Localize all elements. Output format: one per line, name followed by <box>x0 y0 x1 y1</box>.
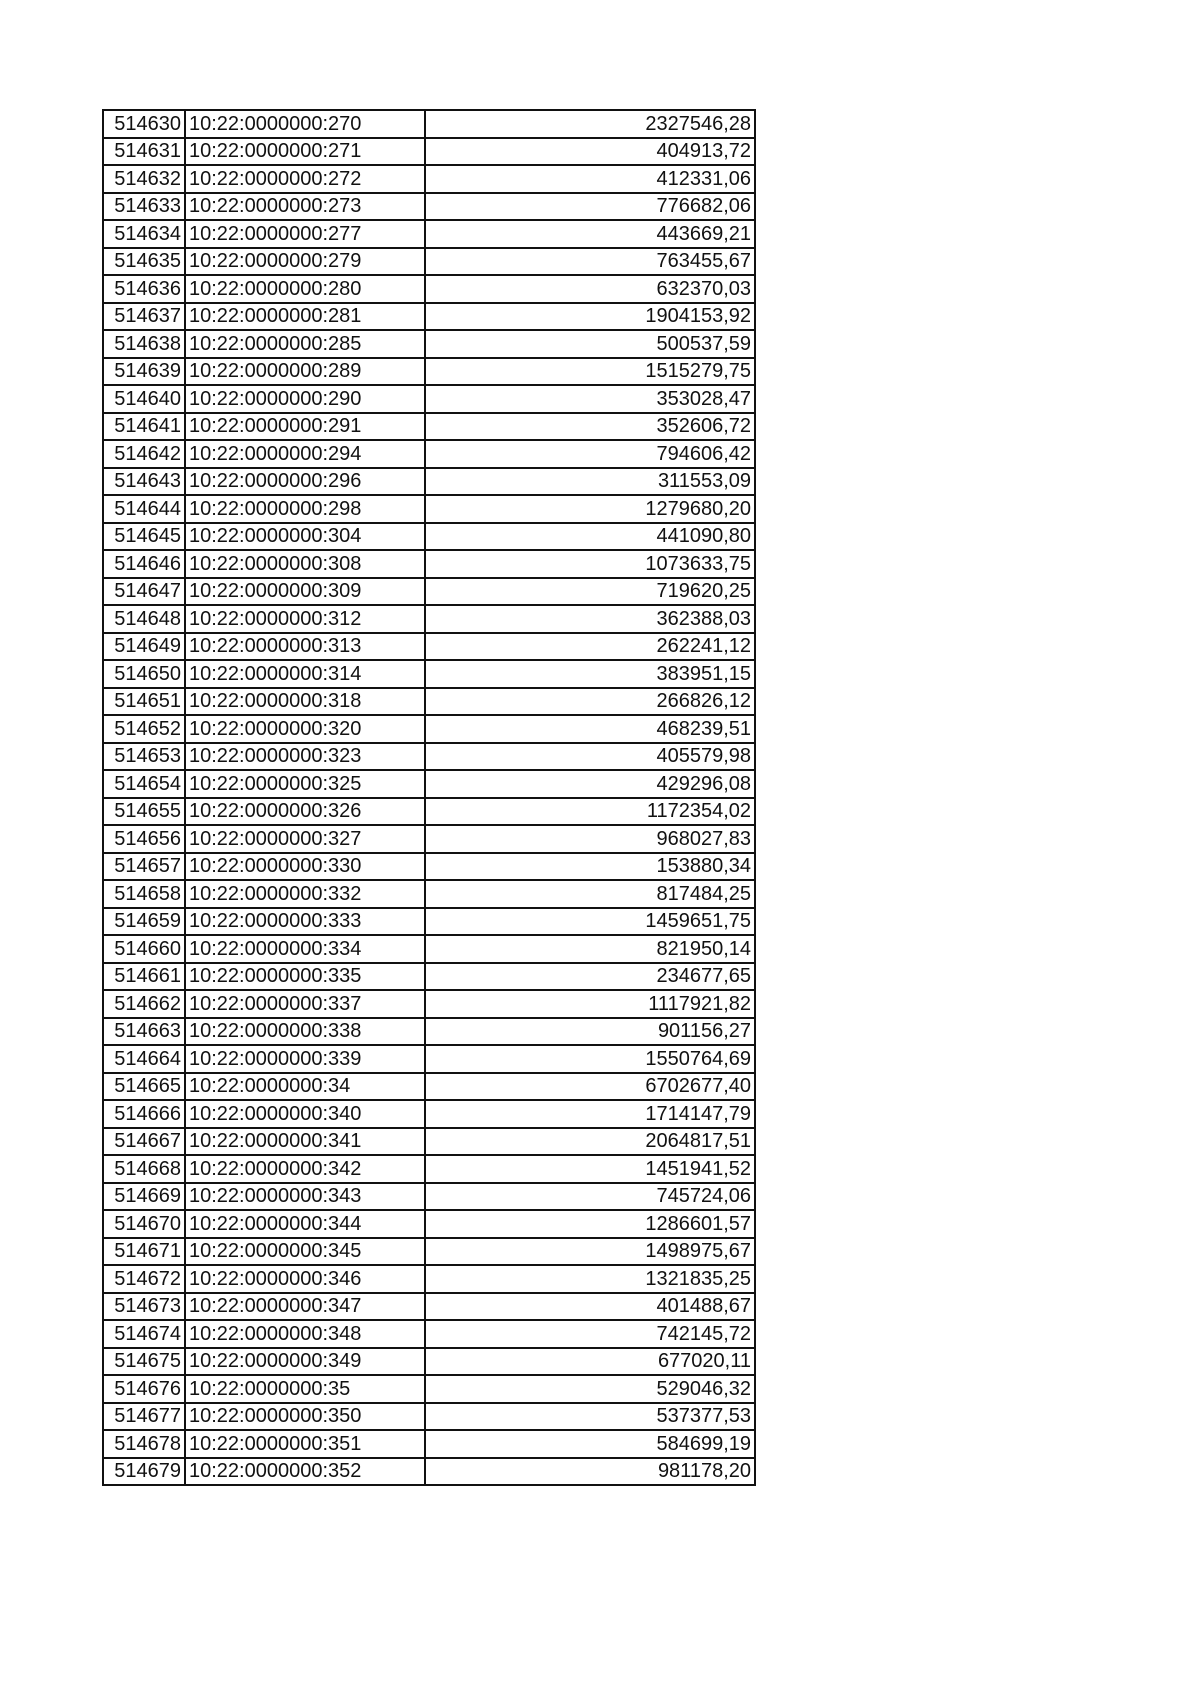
row-id-cell: 514677 <box>103 1403 185 1431</box>
row-id-cell: 514647 <box>103 578 185 606</box>
row-id-cell: 514656 <box>103 825 185 853</box>
cadastral-number-cell: 10:22:0000000:347 <box>185 1293 425 1321</box>
value-cell: 500537,59 <box>425 330 755 358</box>
row-id-cell: 514651 <box>103 688 185 716</box>
table-row <box>103 1265 755 1293</box>
table-row <box>103 1348 755 1376</box>
table-row <box>103 660 755 688</box>
row-id-cell: 514666 <box>103 1100 185 1128</box>
table-row <box>103 550 755 578</box>
table-row <box>103 1155 755 1183</box>
cadastral-number-cell: 10:22:0000000:335 <box>185 963 425 991</box>
cadastral-number-cell: 10:22:0000000:304 <box>185 523 425 551</box>
row-id-cell: 514658 <box>103 880 185 908</box>
row-id-cell: 514639 <box>103 358 185 386</box>
cadastral-number-cell: 10:22:0000000:346 <box>185 1265 425 1293</box>
value-cell: 153880,34 <box>425 853 755 881</box>
value-cell: 266826,12 <box>425 688 755 716</box>
row-id-cell: 514672 <box>103 1265 185 1293</box>
value-cell: 362388,03 <box>425 605 755 633</box>
value-cell: 1279680,20 <box>425 495 755 523</box>
value-cell: 1286601,57 <box>425 1210 755 1238</box>
cadastral-number-cell: 10:22:0000000:332 <box>185 880 425 908</box>
table-row <box>103 1430 755 1458</box>
table-row <box>103 495 755 523</box>
table-row <box>103 110 755 138</box>
row-id-cell: 514654 <box>103 770 185 798</box>
row-id-cell: 514665 <box>103 1073 185 1101</box>
value-cell: 1714147,79 <box>425 1100 755 1128</box>
table-row <box>103 165 755 193</box>
value-cell: 1515279,75 <box>425 358 755 386</box>
value-cell: 234677,65 <box>425 963 755 991</box>
value-cell: 719620,25 <box>425 578 755 606</box>
row-id-cell: 514673 <box>103 1293 185 1321</box>
value-cell: 817484,25 <box>425 880 755 908</box>
cadastral-number-cell: 10:22:0000000:341 <box>185 1128 425 1156</box>
cadastral-number-cell: 10:22:0000000:320 <box>185 715 425 743</box>
row-id-cell: 514671 <box>103 1238 185 1266</box>
row-id-cell: 514645 <box>103 523 185 551</box>
cadastral-number-cell: 10:22:0000000:313 <box>185 633 425 661</box>
table-row <box>103 853 755 881</box>
table-row <box>103 1018 755 1046</box>
row-id-cell: 514640 <box>103 385 185 413</box>
data-table <box>102 109 756 1486</box>
table-row <box>103 413 755 441</box>
row-id-cell: 514660 <box>103 935 185 963</box>
value-cell: 763455,67 <box>425 248 755 276</box>
cadastral-number-cell: 10:22:0000000:350 <box>185 1403 425 1431</box>
value-cell: 632370,03 <box>425 275 755 303</box>
value-cell: 311553,09 <box>425 468 755 496</box>
value-cell: 901156,27 <box>425 1018 755 1046</box>
cadastral-number-cell: 10:22:0000000:279 <box>185 248 425 276</box>
cadastral-number-cell: 10:22:0000000:272 <box>185 165 425 193</box>
row-id-cell: 514655 <box>103 798 185 826</box>
table-row <box>103 908 755 936</box>
table-row <box>103 770 755 798</box>
row-id-cell: 514642 <box>103 440 185 468</box>
value-cell: 352606,72 <box>425 413 755 441</box>
value-cell: 383951,15 <box>425 660 755 688</box>
table-row <box>103 935 755 963</box>
cadastral-number-cell: 10:22:0000000:345 <box>185 1238 425 1266</box>
cadastral-number-cell: 10:22:0000000:277 <box>185 220 425 248</box>
row-id-cell: 514633 <box>103 193 185 221</box>
row-id-cell: 514632 <box>103 165 185 193</box>
table-row <box>103 1320 755 1348</box>
row-id-cell: 514678 <box>103 1430 185 1458</box>
value-cell: 968027,83 <box>425 825 755 853</box>
row-id-cell: 514668 <box>103 1155 185 1183</box>
row-id-cell: 514650 <box>103 660 185 688</box>
table-row <box>103 798 755 826</box>
table-row <box>103 220 755 248</box>
cadastral-number-cell: 10:22:0000000:323 <box>185 743 425 771</box>
value-cell: 1904153,92 <box>425 303 755 331</box>
table-row <box>103 963 755 991</box>
value-cell: 677020,11 <box>425 1348 755 1376</box>
value-cell: 537377,53 <box>425 1403 755 1431</box>
cadastral-number-cell: 10:22:0000000:333 <box>185 908 425 936</box>
value-cell: 1321835,25 <box>425 1265 755 1293</box>
row-id-cell: 514641 <box>103 413 185 441</box>
cadastral-number-cell: 10:22:0000000:338 <box>185 1018 425 1046</box>
table-row <box>103 468 755 496</box>
table-row <box>103 990 755 1018</box>
cadastral-number-cell: 10:22:0000000:314 <box>185 660 425 688</box>
table-row <box>103 825 755 853</box>
cadastral-number-cell: 10:22:0000000:342 <box>185 1155 425 1183</box>
cadastral-number-cell: 10:22:0000000:308 <box>185 550 425 578</box>
table-row <box>103 1375 755 1403</box>
row-id-cell: 514667 <box>103 1128 185 1156</box>
cadastral-number-cell: 10:22:0000000:352 <box>185 1458 425 1486</box>
cadastral-number-cell: 10:22:0000000:349 <box>185 1348 425 1376</box>
row-id-cell: 514674 <box>103 1320 185 1348</box>
cadastral-number-cell: 10:22:0000000:290 <box>185 385 425 413</box>
value-cell: 1451941,52 <box>425 1155 755 1183</box>
cadastral-number-cell: 10:22:0000000:35 <box>185 1375 425 1403</box>
table-row <box>103 688 755 716</box>
value-cell: 981178,20 <box>425 1458 755 1486</box>
cadastral-number-cell: 10:22:0000000:344 <box>185 1210 425 1238</box>
value-cell: 443669,21 <box>425 220 755 248</box>
table-row <box>103 1073 755 1101</box>
cadastral-number-cell: 10:22:0000000:325 <box>185 770 425 798</box>
table-row <box>103 880 755 908</box>
value-cell: 821950,14 <box>425 935 755 963</box>
value-cell: 401488,67 <box>425 1293 755 1321</box>
value-cell: 262241,12 <box>425 633 755 661</box>
cadastral-number-cell: 10:22:0000000:348 <box>185 1320 425 1348</box>
row-id-cell: 514670 <box>103 1210 185 1238</box>
cadastral-number-cell: 10:22:0000000:312 <box>185 605 425 633</box>
table-row <box>103 358 755 386</box>
cadastral-number-cell: 10:22:0000000:285 <box>185 330 425 358</box>
table-row <box>103 1238 755 1266</box>
row-id-cell: 514657 <box>103 853 185 881</box>
row-id-cell: 514637 <box>103 303 185 331</box>
table-row <box>103 275 755 303</box>
value-cell: 529046,32 <box>425 1375 755 1403</box>
row-id-cell: 514646 <box>103 550 185 578</box>
row-id-cell: 514679 <box>103 1458 185 1486</box>
row-id-cell: 514659 <box>103 908 185 936</box>
cadastral-number-cell: 10:22:0000000:343 <box>185 1183 425 1211</box>
cadastral-number-cell: 10:22:0000000:334 <box>185 935 425 963</box>
cadastral-number-cell: 10:22:0000000:289 <box>185 358 425 386</box>
row-id-cell: 514630 <box>103 110 185 138</box>
table-row <box>103 605 755 633</box>
table-row <box>103 1293 755 1321</box>
table-row <box>103 743 755 771</box>
value-cell: 1459651,75 <box>425 908 755 936</box>
cadastral-number-cell: 10:22:0000000:34 <box>185 1073 425 1101</box>
table-row <box>103 1458 755 1486</box>
row-id-cell: 514652 <box>103 715 185 743</box>
value-cell: 776682,06 <box>425 193 755 221</box>
cadastral-number-cell: 10:22:0000000:270 <box>185 110 425 138</box>
value-cell: 441090,80 <box>425 523 755 551</box>
table-row <box>103 1100 755 1128</box>
value-cell: 429296,08 <box>425 770 755 798</box>
row-id-cell: 514638 <box>103 330 185 358</box>
table-row <box>103 330 755 358</box>
cadastral-number-cell: 10:22:0000000:318 <box>185 688 425 716</box>
cadastral-number-cell: 10:22:0000000:294 <box>185 440 425 468</box>
value-cell: 1550764,69 <box>425 1045 755 1073</box>
value-cell: 405579,98 <box>425 743 755 771</box>
row-id-cell: 514649 <box>103 633 185 661</box>
table-row <box>103 1210 755 1238</box>
table-row <box>103 440 755 468</box>
table-row <box>103 1128 755 1156</box>
table-row <box>103 193 755 221</box>
cadastral-number-cell: 10:22:0000000:291 <box>185 413 425 441</box>
value-cell: 412331,06 <box>425 165 755 193</box>
row-id-cell: 514664 <box>103 1045 185 1073</box>
cadastral-number-cell: 10:22:0000000:330 <box>185 853 425 881</box>
row-id-cell: 514648 <box>103 605 185 633</box>
cadastral-number-cell: 10:22:0000000:280 <box>185 275 425 303</box>
row-id-cell: 514662 <box>103 990 185 1018</box>
cadastral-number-cell: 10:22:0000000:327 <box>185 825 425 853</box>
cadastral-number-cell: 10:22:0000000:281 <box>185 303 425 331</box>
cadastral-number-cell: 10:22:0000000:339 <box>185 1045 425 1073</box>
value-cell: 353028,47 <box>425 385 755 413</box>
table-row <box>103 1045 755 1073</box>
table-row <box>103 1403 755 1431</box>
cadastral-number-cell: 10:22:0000000:271 <box>185 138 425 166</box>
table-body <box>103 110 755 1485</box>
cadastral-number-cell: 10:22:0000000:298 <box>185 495 425 523</box>
value-cell: 794606,42 <box>425 440 755 468</box>
value-cell: 1172354,02 <box>425 798 755 826</box>
value-cell: 2064817,51 <box>425 1128 755 1156</box>
cadastral-number-cell: 10:22:0000000:326 <box>185 798 425 826</box>
row-id-cell: 514669 <box>103 1183 185 1211</box>
row-id-cell: 514643 <box>103 468 185 496</box>
table-row <box>103 523 755 551</box>
row-id-cell: 514636 <box>103 275 185 303</box>
row-id-cell: 514635 <box>103 248 185 276</box>
value-cell: 1498975,67 <box>425 1238 755 1266</box>
table-row <box>103 303 755 331</box>
cadastral-number-cell: 10:22:0000000:273 <box>185 193 425 221</box>
row-id-cell: 514644 <box>103 495 185 523</box>
table-row <box>103 578 755 606</box>
value-cell: 1073633,75 <box>425 550 755 578</box>
table-row <box>103 1183 755 1211</box>
table-row <box>103 715 755 743</box>
table-row <box>103 248 755 276</box>
table-row <box>103 385 755 413</box>
row-id-cell: 514675 <box>103 1348 185 1376</box>
value-cell: 468239,51 <box>425 715 755 743</box>
value-cell: 2327546,28 <box>425 110 755 138</box>
value-cell: 742145,72 <box>425 1320 755 1348</box>
value-cell: 584699,19 <box>425 1430 755 1458</box>
cadastral-number-cell: 10:22:0000000:340 <box>185 1100 425 1128</box>
value-cell: 745724,06 <box>425 1183 755 1211</box>
cadastral-number-cell: 10:22:0000000:296 <box>185 468 425 496</box>
row-id-cell: 514634 <box>103 220 185 248</box>
cadastral-number-cell: 10:22:0000000:351 <box>185 1430 425 1458</box>
row-id-cell: 514663 <box>103 1018 185 1046</box>
row-id-cell: 514661 <box>103 963 185 991</box>
cadastral-number-cell: 10:22:0000000:309 <box>185 578 425 606</box>
value-cell: 1117921,82 <box>425 990 755 1018</box>
value-cell: 404913,72 <box>425 138 755 166</box>
table-row <box>103 633 755 661</box>
value-cell: 6702677,40 <box>425 1073 755 1101</box>
cadastral-number-cell: 10:22:0000000:337 <box>185 990 425 1018</box>
row-id-cell: 514653 <box>103 743 185 771</box>
table-row <box>103 138 755 166</box>
row-id-cell: 514676 <box>103 1375 185 1403</box>
row-id-cell: 514631 <box>103 138 185 166</box>
